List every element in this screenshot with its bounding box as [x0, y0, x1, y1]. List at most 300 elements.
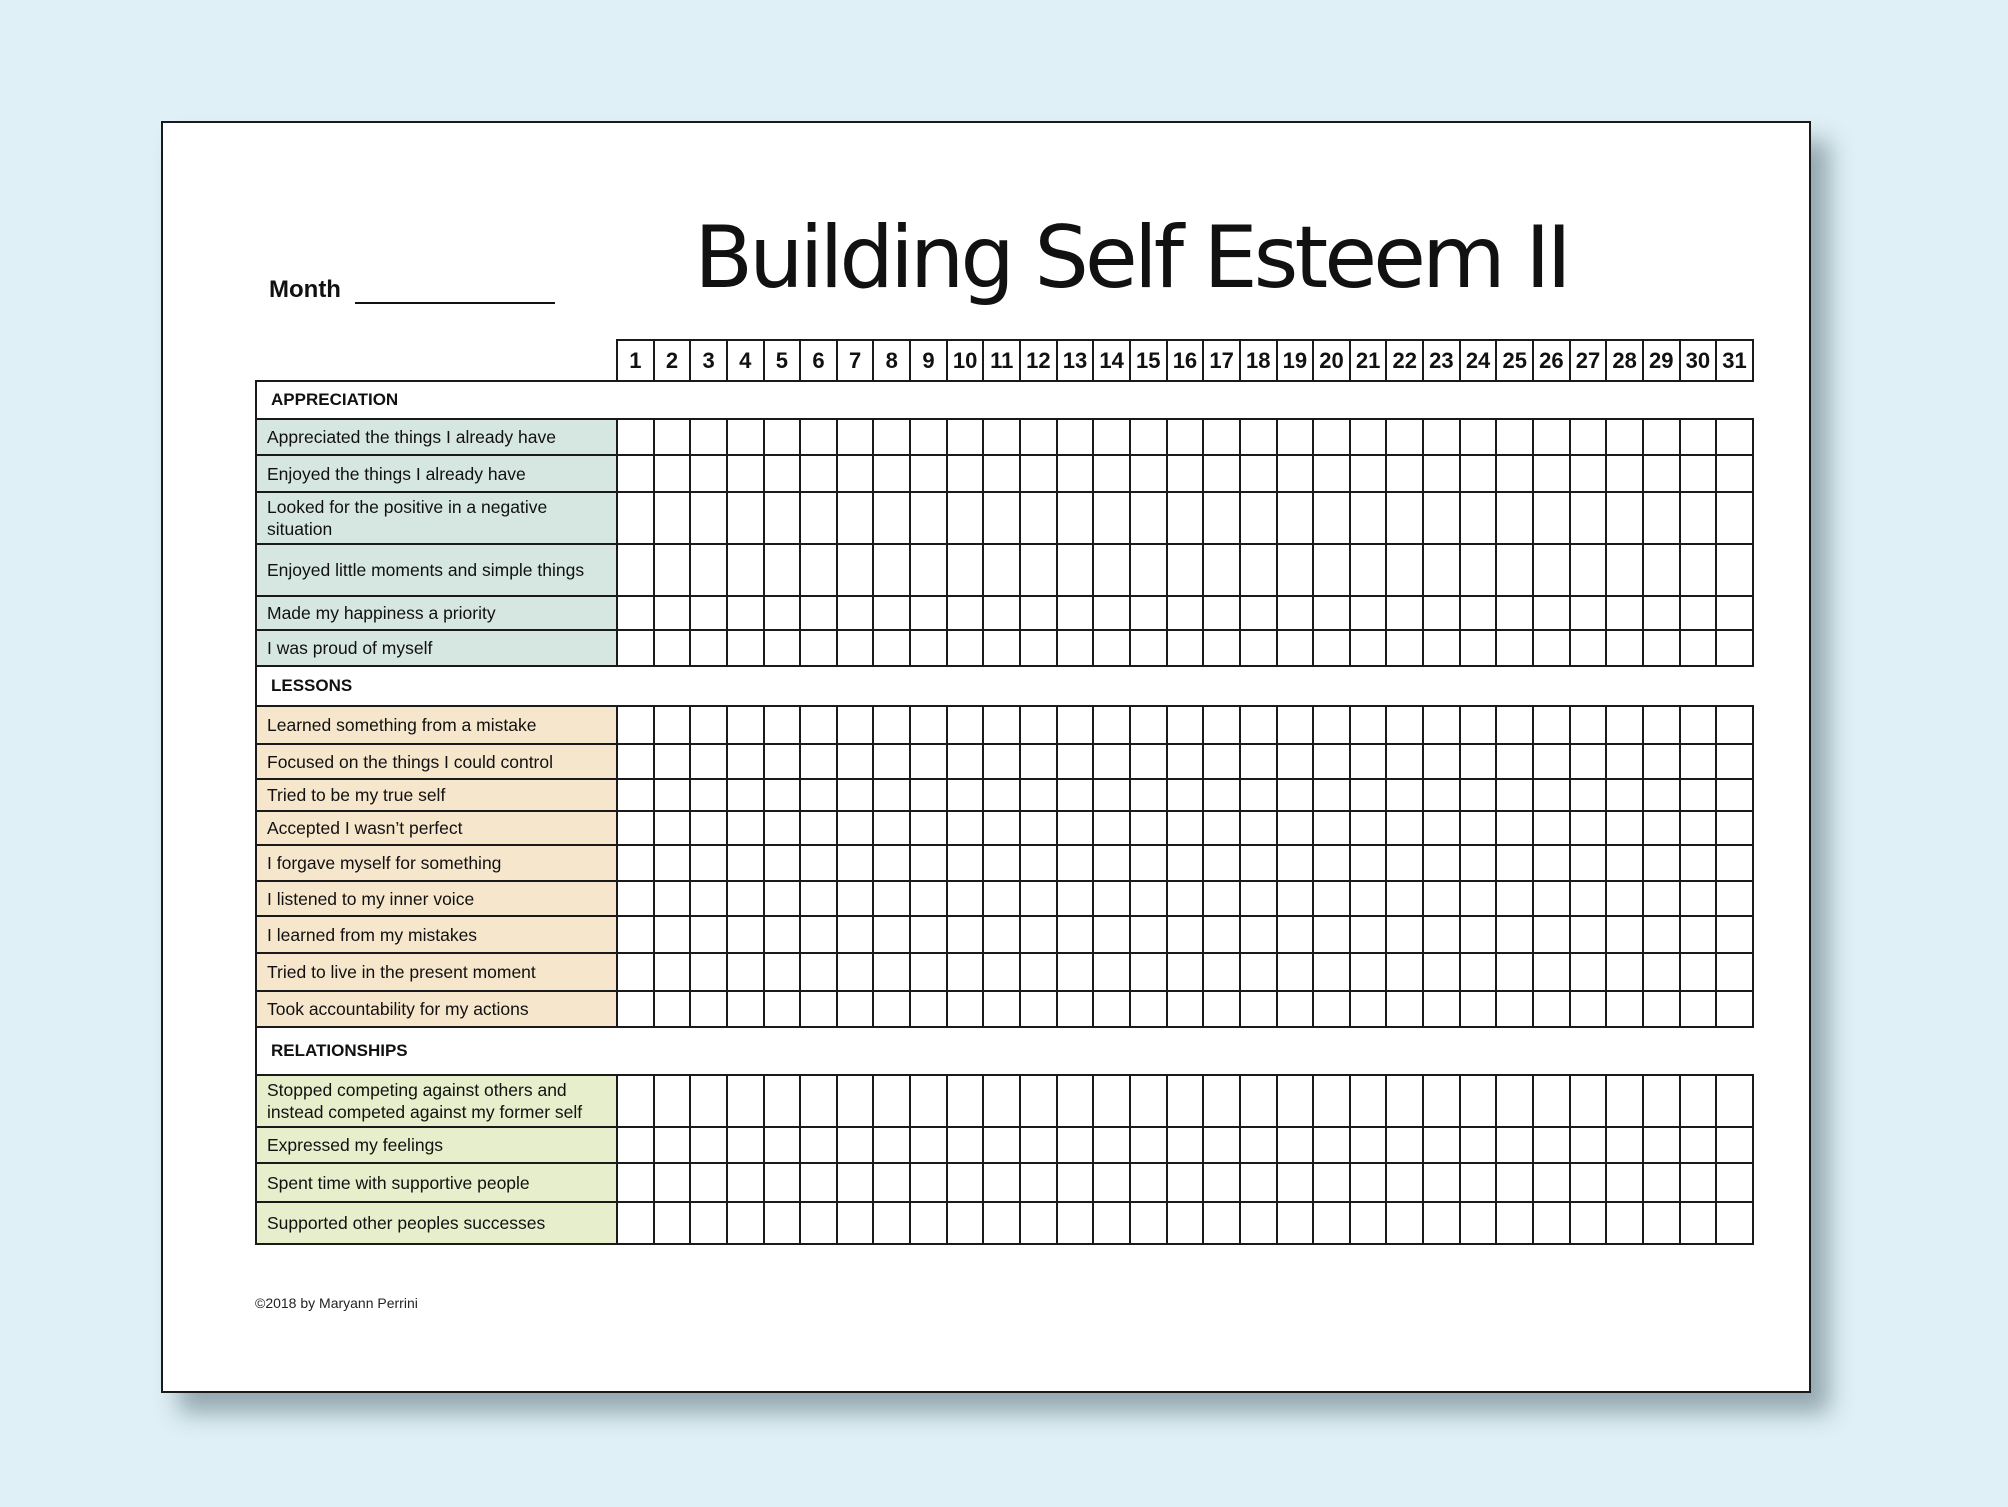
- day-checkbox-cell[interactable]: [1240, 455, 1277, 492]
- day-checkbox-cell[interactable]: [1130, 1202, 1167, 1244]
- day-checkbox-cell[interactable]: [1460, 811, 1497, 845]
- day-checkbox-cell[interactable]: [690, 455, 727, 492]
- day-checkbox-cell[interactable]: [1680, 953, 1717, 991]
- day-checkbox-cell[interactable]: [1643, 1163, 1680, 1202]
- day-checkbox-cell[interactable]: [1130, 991, 1167, 1027]
- day-checkbox-cell[interactable]: [1606, 1127, 1643, 1163]
- day-checkbox-cell[interactable]: [1716, 1163, 1753, 1202]
- day-checkbox-cell[interactable]: [873, 455, 910, 492]
- day-checkbox-cell[interactable]: [1680, 1202, 1717, 1244]
- day-checkbox-cell[interactable]: [764, 845, 801, 881]
- day-checkbox-cell[interactable]: [1570, 881, 1607, 916]
- day-checkbox-cell[interactable]: [654, 492, 691, 544]
- day-checkbox-cell[interactable]: [617, 596, 654, 630]
- day-checkbox-cell[interactable]: [1460, 916, 1497, 953]
- day-checkbox-cell[interactable]: [1313, 744, 1350, 779]
- day-checkbox-cell[interactable]: [1313, 991, 1350, 1027]
- day-checkbox-cell[interactable]: [1203, 779, 1240, 811]
- day-checkbox-cell[interactable]: [727, 596, 764, 630]
- day-checkbox-cell[interactable]: [1167, 916, 1204, 953]
- day-checkbox-cell[interactable]: [1680, 779, 1717, 811]
- day-checkbox-cell[interactable]: [800, 779, 837, 811]
- day-checkbox-cell[interactable]: [1093, 991, 1130, 1027]
- day-checkbox-cell[interactable]: [1167, 744, 1204, 779]
- day-checkbox-cell[interactable]: [654, 544, 691, 596]
- day-checkbox-cell[interactable]: [1386, 1075, 1423, 1127]
- day-checkbox-cell[interactable]: [1093, 706, 1130, 744]
- day-checkbox-cell[interactable]: [800, 1163, 837, 1202]
- day-checkbox-cell[interactable]: [983, 845, 1020, 881]
- day-checkbox-cell[interactable]: [1643, 419, 1680, 455]
- day-checkbox-cell[interactable]: [983, 544, 1020, 596]
- day-checkbox-cell[interactable]: [873, 596, 910, 630]
- day-checkbox-cell[interactable]: [1716, 492, 1753, 544]
- day-checkbox-cell[interactable]: [727, 1075, 764, 1127]
- day-checkbox-cell[interactable]: [1423, 706, 1460, 744]
- day-checkbox-cell[interactable]: [1386, 455, 1423, 492]
- day-checkbox-cell[interactable]: [654, 744, 691, 779]
- day-checkbox-cell[interactable]: [1606, 1202, 1643, 1244]
- day-checkbox-cell[interactable]: [1643, 630, 1680, 666]
- day-checkbox-cell[interactable]: [1350, 991, 1387, 1027]
- day-checkbox-cell[interactable]: [1240, 991, 1277, 1027]
- day-checkbox-cell[interactable]: [727, 991, 764, 1027]
- day-checkbox-cell[interactable]: [1496, 706, 1533, 744]
- day-checkbox-cell[interactable]: [1277, 1075, 1314, 1127]
- day-checkbox-cell[interactable]: [1130, 544, 1167, 596]
- day-checkbox-cell[interactable]: [1057, 953, 1094, 991]
- day-checkbox-cell[interactable]: [873, 544, 910, 596]
- day-checkbox-cell[interactable]: [1496, 544, 1533, 596]
- day-checkbox-cell[interactable]: [727, 1163, 764, 1202]
- day-checkbox-cell[interactable]: [1130, 706, 1167, 744]
- day-checkbox-cell[interactable]: [873, 1163, 910, 1202]
- day-checkbox-cell[interactable]: [1203, 1202, 1240, 1244]
- day-checkbox-cell[interactable]: [1680, 1163, 1717, 1202]
- day-checkbox-cell[interactable]: [1167, 1127, 1204, 1163]
- day-checkbox-cell[interactable]: [764, 991, 801, 1027]
- day-checkbox-cell[interactable]: [1496, 916, 1533, 953]
- day-checkbox-cell[interactable]: [983, 953, 1020, 991]
- day-checkbox-cell[interactable]: [1423, 744, 1460, 779]
- day-checkbox-cell[interactable]: [1386, 1163, 1423, 1202]
- day-checkbox-cell[interactable]: [1167, 811, 1204, 845]
- day-checkbox-cell[interactable]: [1020, 744, 1057, 779]
- day-checkbox-cell[interactable]: [1423, 881, 1460, 916]
- day-checkbox-cell[interactable]: [1277, 706, 1314, 744]
- day-checkbox-cell[interactable]: [1240, 881, 1277, 916]
- day-checkbox-cell[interactable]: [873, 811, 910, 845]
- day-checkbox-cell[interactable]: [654, 596, 691, 630]
- day-checkbox-cell[interactable]: [727, 953, 764, 991]
- day-checkbox-cell[interactable]: [1057, 492, 1094, 544]
- day-checkbox-cell[interactable]: [1350, 455, 1387, 492]
- day-checkbox-cell[interactable]: [1496, 779, 1533, 811]
- day-checkbox-cell[interactable]: [1057, 1075, 1094, 1127]
- day-checkbox-cell[interactable]: [1057, 544, 1094, 596]
- day-checkbox-cell[interactable]: [1680, 630, 1717, 666]
- day-checkbox-cell[interactable]: [1057, 845, 1094, 881]
- day-checkbox-cell[interactable]: [1240, 1202, 1277, 1244]
- day-checkbox-cell[interactable]: [983, 881, 1020, 916]
- day-checkbox-cell[interactable]: [910, 744, 947, 779]
- day-checkbox-cell[interactable]: [1057, 881, 1094, 916]
- day-checkbox-cell[interactable]: [1680, 916, 1717, 953]
- day-checkbox-cell[interactable]: [1386, 630, 1423, 666]
- day-checkbox-cell[interactable]: [1570, 706, 1607, 744]
- day-checkbox-cell[interactable]: [1240, 744, 1277, 779]
- day-checkbox-cell[interactable]: [654, 953, 691, 991]
- day-checkbox-cell[interactable]: [1020, 1163, 1057, 1202]
- day-checkbox-cell[interactable]: [727, 419, 764, 455]
- month-blank-line[interactable]: [355, 280, 555, 304]
- day-checkbox-cell[interactable]: [617, 744, 654, 779]
- day-checkbox-cell[interactable]: [1277, 991, 1314, 1027]
- day-checkbox-cell[interactable]: [690, 1163, 727, 1202]
- day-checkbox-cell[interactable]: [1496, 1163, 1533, 1202]
- day-checkbox-cell[interactable]: [1680, 991, 1717, 1027]
- day-checkbox-cell[interactable]: [1460, 779, 1497, 811]
- day-checkbox-cell[interactable]: [1350, 916, 1387, 953]
- day-checkbox-cell[interactable]: [1203, 953, 1240, 991]
- day-checkbox-cell[interactable]: [617, 419, 654, 455]
- day-checkbox-cell[interactable]: [727, 1127, 764, 1163]
- day-checkbox-cell[interactable]: [654, 779, 691, 811]
- day-checkbox-cell[interactable]: [837, 1075, 874, 1127]
- day-checkbox-cell[interactable]: [1386, 1202, 1423, 1244]
- day-checkbox-cell[interactable]: [947, 1127, 984, 1163]
- day-checkbox-cell[interactable]: [1533, 811, 1570, 845]
- day-checkbox-cell[interactable]: [837, 1127, 874, 1163]
- day-checkbox-cell[interactable]: [1716, 1202, 1753, 1244]
- day-checkbox-cell[interactable]: [910, 596, 947, 630]
- day-checkbox-cell[interactable]: [1167, 1075, 1204, 1127]
- day-checkbox-cell[interactable]: [764, 419, 801, 455]
- day-checkbox-cell[interactable]: [1240, 845, 1277, 881]
- day-checkbox-cell[interactable]: [800, 1075, 837, 1127]
- day-checkbox-cell[interactable]: [727, 744, 764, 779]
- day-checkbox-cell[interactable]: [1606, 455, 1643, 492]
- day-checkbox-cell[interactable]: [1240, 596, 1277, 630]
- day-checkbox-cell[interactable]: [837, 811, 874, 845]
- day-checkbox-cell[interactable]: [727, 492, 764, 544]
- day-checkbox-cell[interactable]: [617, 492, 654, 544]
- day-checkbox-cell[interactable]: [1386, 881, 1423, 916]
- day-checkbox-cell[interactable]: [1386, 953, 1423, 991]
- day-checkbox-cell[interactable]: [800, 706, 837, 744]
- day-checkbox-cell[interactable]: [1240, 492, 1277, 544]
- day-checkbox-cell[interactable]: [1716, 845, 1753, 881]
- day-checkbox-cell[interactable]: [690, 779, 727, 811]
- day-checkbox-cell[interactable]: [1423, 630, 1460, 666]
- day-checkbox-cell[interactable]: [1203, 544, 1240, 596]
- day-checkbox-cell[interactable]: [617, 916, 654, 953]
- day-checkbox-cell[interactable]: [1460, 881, 1497, 916]
- day-checkbox-cell[interactable]: [1606, 916, 1643, 953]
- day-checkbox-cell[interactable]: [1057, 419, 1094, 455]
- day-checkbox-cell[interactable]: [873, 744, 910, 779]
- day-checkbox-cell[interactable]: [1130, 779, 1167, 811]
- day-checkbox-cell[interactable]: [654, 1127, 691, 1163]
- day-checkbox-cell[interactable]: [1716, 779, 1753, 811]
- day-checkbox-cell[interactable]: [690, 991, 727, 1027]
- day-checkbox-cell[interactable]: [1716, 630, 1753, 666]
- day-checkbox-cell[interactable]: [837, 544, 874, 596]
- day-checkbox-cell[interactable]: [654, 706, 691, 744]
- day-checkbox-cell[interactable]: [800, 419, 837, 455]
- day-checkbox-cell[interactable]: [690, 953, 727, 991]
- day-checkbox-cell[interactable]: [1716, 916, 1753, 953]
- day-checkbox-cell[interactable]: [654, 1163, 691, 1202]
- day-checkbox-cell[interactable]: [764, 916, 801, 953]
- day-checkbox-cell[interactable]: [1386, 1127, 1423, 1163]
- day-checkbox-cell[interactable]: [1606, 544, 1643, 596]
- day-checkbox-cell[interactable]: [910, 455, 947, 492]
- day-checkbox-cell[interactable]: [1093, 744, 1130, 779]
- day-checkbox-cell[interactable]: [617, 1202, 654, 1244]
- day-checkbox-cell[interactable]: [1680, 744, 1717, 779]
- day-checkbox-cell[interactable]: [1277, 596, 1314, 630]
- day-checkbox-cell[interactable]: [1203, 991, 1240, 1027]
- day-checkbox-cell[interactable]: [1313, 1127, 1350, 1163]
- day-checkbox-cell[interactable]: [690, 706, 727, 744]
- day-checkbox-cell[interactable]: [1716, 811, 1753, 845]
- day-checkbox-cell[interactable]: [1423, 916, 1460, 953]
- day-checkbox-cell[interactable]: [727, 544, 764, 596]
- day-checkbox-cell[interactable]: [873, 991, 910, 1027]
- day-checkbox-cell[interactable]: [1130, 845, 1167, 881]
- day-checkbox-cell[interactable]: [1570, 845, 1607, 881]
- day-checkbox-cell[interactable]: [1533, 630, 1570, 666]
- day-checkbox-cell[interactable]: [1680, 881, 1717, 916]
- day-checkbox-cell[interactable]: [1167, 596, 1204, 630]
- day-checkbox-cell[interactable]: [1460, 1202, 1497, 1244]
- day-checkbox-cell[interactable]: [983, 1127, 1020, 1163]
- day-checkbox-cell[interactable]: [910, 1202, 947, 1244]
- day-checkbox-cell[interactable]: [1570, 419, 1607, 455]
- day-checkbox-cell[interactable]: [1716, 881, 1753, 916]
- day-checkbox-cell[interactable]: [983, 916, 1020, 953]
- day-checkbox-cell[interactable]: [1533, 706, 1570, 744]
- day-checkbox-cell[interactable]: [1386, 811, 1423, 845]
- day-checkbox-cell[interactable]: [1680, 1127, 1717, 1163]
- day-checkbox-cell[interactable]: [1570, 1202, 1607, 1244]
- day-checkbox-cell[interactable]: [983, 744, 1020, 779]
- day-checkbox-cell[interactable]: [1167, 991, 1204, 1027]
- day-checkbox-cell[interactable]: [617, 779, 654, 811]
- day-checkbox-cell[interactable]: [690, 811, 727, 845]
- day-checkbox-cell[interactable]: [1570, 455, 1607, 492]
- day-checkbox-cell[interactable]: [1643, 881, 1680, 916]
- day-checkbox-cell[interactable]: [1606, 991, 1643, 1027]
- day-checkbox-cell[interactable]: [1057, 916, 1094, 953]
- day-checkbox-cell[interactable]: [1570, 991, 1607, 1027]
- day-checkbox-cell[interactable]: [1716, 455, 1753, 492]
- day-checkbox-cell[interactable]: [1130, 455, 1167, 492]
- day-checkbox-cell[interactable]: [800, 744, 837, 779]
- day-checkbox-cell[interactable]: [1277, 544, 1314, 596]
- day-checkbox-cell[interactable]: [837, 596, 874, 630]
- day-checkbox-cell[interactable]: [1277, 1127, 1314, 1163]
- day-checkbox-cell[interactable]: [1350, 845, 1387, 881]
- day-checkbox-cell[interactable]: [690, 544, 727, 596]
- day-checkbox-cell[interactable]: [1167, 419, 1204, 455]
- day-checkbox-cell[interactable]: [1020, 544, 1057, 596]
- day-checkbox-cell[interactable]: [1203, 1075, 1240, 1127]
- day-checkbox-cell[interactable]: [1020, 455, 1057, 492]
- day-checkbox-cell[interactable]: [1496, 596, 1533, 630]
- day-checkbox-cell[interactable]: [1643, 492, 1680, 544]
- day-checkbox-cell[interactable]: [1167, 881, 1204, 916]
- day-checkbox-cell[interactable]: [1423, 1163, 1460, 1202]
- day-checkbox-cell[interactable]: [800, 916, 837, 953]
- day-checkbox-cell[interactable]: [1643, 596, 1680, 630]
- day-checkbox-cell[interactable]: [1167, 455, 1204, 492]
- day-checkbox-cell[interactable]: [1533, 991, 1570, 1027]
- day-checkbox-cell[interactable]: [947, 706, 984, 744]
- day-checkbox-cell[interactable]: [1277, 419, 1314, 455]
- day-checkbox-cell[interactable]: [1716, 544, 1753, 596]
- day-checkbox-cell[interactable]: [1606, 419, 1643, 455]
- day-checkbox-cell[interactable]: [1570, 596, 1607, 630]
- day-checkbox-cell[interactable]: [1496, 953, 1533, 991]
- day-checkbox-cell[interactable]: [1020, 881, 1057, 916]
- day-checkbox-cell[interactable]: [837, 744, 874, 779]
- day-checkbox-cell[interactable]: [1460, 1075, 1497, 1127]
- day-checkbox-cell[interactable]: [1460, 455, 1497, 492]
- day-checkbox-cell[interactable]: [1093, 630, 1130, 666]
- day-checkbox-cell[interactable]: [837, 845, 874, 881]
- day-checkbox-cell[interactable]: [1606, 492, 1643, 544]
- day-checkbox-cell[interactable]: [1093, 544, 1130, 596]
- day-checkbox-cell[interactable]: [1093, 1127, 1130, 1163]
- day-checkbox-cell[interactable]: [873, 419, 910, 455]
- day-checkbox-cell[interactable]: [910, 1075, 947, 1127]
- day-checkbox-cell[interactable]: [873, 492, 910, 544]
- day-checkbox-cell[interactable]: [873, 881, 910, 916]
- day-checkbox-cell[interactable]: [1057, 1202, 1094, 1244]
- day-checkbox-cell[interactable]: [1460, 1163, 1497, 1202]
- day-checkbox-cell[interactable]: [727, 811, 764, 845]
- day-checkbox-cell[interactable]: [1350, 1163, 1387, 1202]
- day-checkbox-cell[interactable]: [1460, 1127, 1497, 1163]
- day-checkbox-cell[interactable]: [983, 779, 1020, 811]
- day-checkbox-cell[interactable]: [1496, 845, 1533, 881]
- day-checkbox-cell[interactable]: [1496, 881, 1533, 916]
- day-checkbox-cell[interactable]: [1203, 916, 1240, 953]
- day-checkbox-cell[interactable]: [1643, 706, 1680, 744]
- day-checkbox-cell[interactable]: [1386, 706, 1423, 744]
- day-checkbox-cell[interactable]: [1020, 492, 1057, 544]
- day-checkbox-cell[interactable]: [1277, 779, 1314, 811]
- day-checkbox-cell[interactable]: [727, 881, 764, 916]
- day-checkbox-cell[interactable]: [764, 744, 801, 779]
- day-checkbox-cell[interactable]: [764, 779, 801, 811]
- day-checkbox-cell[interactable]: [1423, 596, 1460, 630]
- day-checkbox-cell[interactable]: [1423, 455, 1460, 492]
- day-checkbox-cell[interactable]: [1350, 596, 1387, 630]
- day-checkbox-cell[interactable]: [654, 916, 691, 953]
- day-checkbox-cell[interactable]: [1313, 1202, 1350, 1244]
- day-checkbox-cell[interactable]: [1020, 706, 1057, 744]
- day-checkbox-cell[interactable]: [1350, 630, 1387, 666]
- day-checkbox-cell[interactable]: [617, 1075, 654, 1127]
- day-checkbox-cell[interactable]: [1020, 630, 1057, 666]
- day-checkbox-cell[interactable]: [1386, 419, 1423, 455]
- day-checkbox-cell[interactable]: [1130, 916, 1167, 953]
- day-checkbox-cell[interactable]: [1313, 953, 1350, 991]
- day-checkbox-cell[interactable]: [1350, 779, 1387, 811]
- day-checkbox-cell[interactable]: [983, 991, 1020, 1027]
- day-checkbox-cell[interactable]: [690, 596, 727, 630]
- day-checkbox-cell[interactable]: [837, 419, 874, 455]
- day-checkbox-cell[interactable]: [1570, 779, 1607, 811]
- day-checkbox-cell[interactable]: [1313, 779, 1350, 811]
- day-checkbox-cell[interactable]: [1460, 744, 1497, 779]
- day-checkbox-cell[interactable]: [1130, 492, 1167, 544]
- day-checkbox-cell[interactable]: [1093, 916, 1130, 953]
- day-checkbox-cell[interactable]: [1167, 845, 1204, 881]
- day-checkbox-cell[interactable]: [1496, 419, 1533, 455]
- day-checkbox-cell[interactable]: [1277, 492, 1314, 544]
- day-checkbox-cell[interactable]: [654, 455, 691, 492]
- day-checkbox-cell[interactable]: [727, 916, 764, 953]
- day-checkbox-cell[interactable]: [1606, 881, 1643, 916]
- day-checkbox-cell[interactable]: [873, 1075, 910, 1127]
- day-checkbox-cell[interactable]: [837, 455, 874, 492]
- day-checkbox-cell[interactable]: [1570, 744, 1607, 779]
- day-checkbox-cell[interactable]: [1386, 779, 1423, 811]
- day-checkbox-cell[interactable]: [1643, 779, 1680, 811]
- day-checkbox-cell[interactable]: [1020, 419, 1057, 455]
- day-checkbox-cell[interactable]: [654, 1075, 691, 1127]
- day-checkbox-cell[interactable]: [617, 706, 654, 744]
- day-checkbox-cell[interactable]: [617, 953, 654, 991]
- day-checkbox-cell[interactable]: [1203, 744, 1240, 779]
- day-checkbox-cell[interactable]: [947, 1075, 984, 1127]
- day-checkbox-cell[interactable]: [617, 1127, 654, 1163]
- day-checkbox-cell[interactable]: [764, 953, 801, 991]
- day-checkbox-cell[interactable]: [1203, 1163, 1240, 1202]
- day-checkbox-cell[interactable]: [764, 455, 801, 492]
- day-checkbox-cell[interactable]: [654, 881, 691, 916]
- day-checkbox-cell[interactable]: [983, 596, 1020, 630]
- day-checkbox-cell[interactable]: [1460, 419, 1497, 455]
- day-checkbox-cell[interactable]: [873, 845, 910, 881]
- day-checkbox-cell[interactable]: [1277, 1202, 1314, 1244]
- day-checkbox-cell[interactable]: [800, 544, 837, 596]
- day-checkbox-cell[interactable]: [1203, 419, 1240, 455]
- day-checkbox-cell[interactable]: [910, 881, 947, 916]
- day-checkbox-cell[interactable]: [1130, 811, 1167, 845]
- day-checkbox-cell[interactable]: [1680, 1075, 1717, 1127]
- day-checkbox-cell[interactable]: [1277, 744, 1314, 779]
- day-checkbox-cell[interactable]: [837, 779, 874, 811]
- day-checkbox-cell[interactable]: [910, 544, 947, 596]
- day-checkbox-cell[interactable]: [764, 544, 801, 596]
- day-checkbox-cell[interactable]: [800, 492, 837, 544]
- day-checkbox-cell[interactable]: [1313, 881, 1350, 916]
- day-checkbox-cell[interactable]: [910, 845, 947, 881]
- day-checkbox-cell[interactable]: [1350, 419, 1387, 455]
- day-checkbox-cell[interactable]: [983, 630, 1020, 666]
- day-checkbox-cell[interactable]: [1643, 544, 1680, 596]
- day-checkbox-cell[interactable]: [1350, 811, 1387, 845]
- day-checkbox-cell[interactable]: [1350, 1075, 1387, 1127]
- day-checkbox-cell[interactable]: [1057, 706, 1094, 744]
- day-checkbox-cell[interactable]: [690, 492, 727, 544]
- day-checkbox-cell[interactable]: [727, 845, 764, 881]
